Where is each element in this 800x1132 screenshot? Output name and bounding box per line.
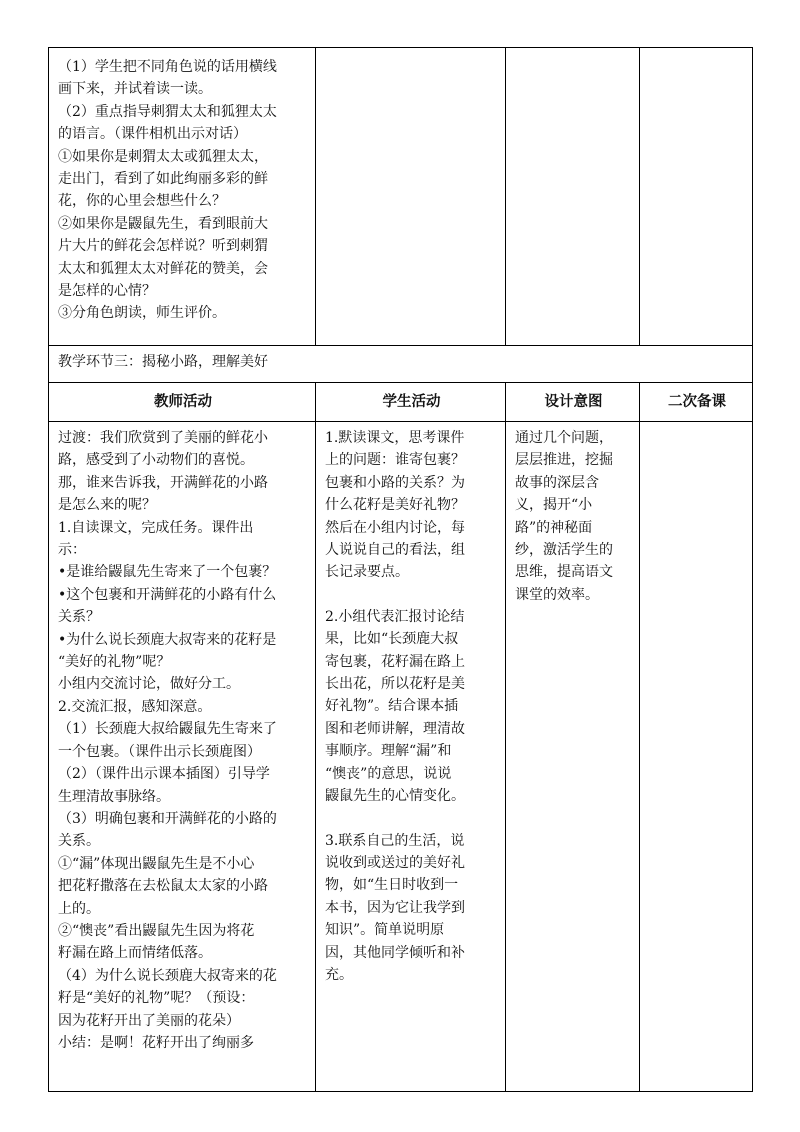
paragraph-gap: [325, 808, 498, 830]
text-line: 义，揭开“小: [515, 497, 593, 514]
text-line: 上的。: [58, 900, 100, 917]
header-student-activity: 学生活动: [316, 383, 506, 422]
text-line: 籽漏在路上而情绪低落。: [58, 945, 212, 962]
text-line: 思维，提高语文: [515, 564, 613, 581]
header-row: [49, 383, 753, 422]
section-title: 教学环节三：揭秘小路，理解美好: [49, 346, 753, 383]
text-line: “美好的礼物”呢？: [58, 654, 171, 671]
continued-student-cell: [316, 48, 506, 346]
text-line: （2）重点指导刺猬太太和狐狸太太: [58, 103, 277, 120]
section-row: [49, 346, 753, 383]
text-line: 小结：是啊！花籽开出了绚丽多: [58, 1034, 254, 1051]
teacher-activity-cell: [49, 422, 316, 1092]
text-line: 太太和狐狸太太对鲜花的赞美，会: [58, 260, 268, 277]
continued-design-cell: [506, 48, 640, 346]
text-line: •为什么说长颈鹿大叔寄来的花籽是: [58, 631, 277, 648]
text-line: 什么花籽是美好礼物？: [325, 497, 465, 514]
text-line: 是怎么来的呢？: [58, 497, 156, 514]
text-line: 路”的神秘面: [515, 519, 593, 536]
text-line: 人说说自己的看法，组: [325, 542, 465, 559]
text-line: 事顺序。理解“漏”和: [325, 743, 452, 760]
text-line: 片大片的鲜花会怎样说？听到刺猬: [58, 238, 268, 255]
text-line: 过渡：我们欣赏到了美丽的鲜花小: [58, 430, 268, 446]
continued-second-cell: [640, 48, 753, 346]
text-line: 生理清故事脉络。: [58, 788, 170, 805]
text-line: “懊丧”的意思，说说: [325, 765, 452, 782]
text-line: ②“懊丧”看出鼹鼠先生因为将花: [58, 922, 255, 939]
text-line: 长记录要点。: [325, 564, 409, 581]
text-line: 好礼物”。结合课本插: [325, 698, 459, 715]
text-line: 然后在小组内讨论，每: [325, 519, 465, 536]
text-line: •这个包裹和开满鲜花的小路有什么: [58, 586, 277, 603]
header-teacher-activity: 教师活动: [49, 383, 316, 422]
text-line: 画下来，并试着读一读。: [58, 81, 212, 98]
body-row: [49, 422, 753, 1092]
text-line: 关系。: [58, 833, 100, 850]
paragraph-gap: [325, 584, 498, 606]
text-line: 小组内交流讨论，做好分工。: [58, 676, 240, 693]
text-line: （1）学生把不同角色说的话用横线: [58, 59, 277, 75]
text-line: 那，谁来告诉我，开满鲜花的小路: [58, 474, 268, 491]
text-line: 花，你的心里会想些什么？: [58, 193, 226, 210]
text-line: 1.默读课文，思考课件: [325, 430, 465, 446]
text-line: 充。: [325, 966, 353, 983]
text-line: 2.交流汇报，感知深意。: [58, 698, 212, 715]
text-line: 籽是“美好的礼物”呢？（预设：: [58, 990, 255, 1007]
text-line: 示：: [58, 542, 86, 559]
text-line: 因为花籽开出了美丽的花朵）: [58, 1012, 240, 1029]
text-line: 纱，激活学生的: [515, 542, 613, 559]
text-line: 故事的深层含: [515, 474, 599, 491]
header-design-intent: 设计意图: [506, 383, 640, 422]
text-line: 把花籽撒落在去松鼠太太家的小路: [58, 878, 268, 895]
text-line: （4）为什么说长颈鹿大叔寄来的花: [58, 967, 277, 984]
text-line: 长出花，所以花籽是美: [325, 676, 465, 693]
text-line: 因，其他同学倾听和补: [325, 944, 465, 961]
text-line: 是怎样的心情？: [58, 283, 156, 300]
text-line: 寄包裹，花籽漏在路上: [325, 653, 465, 670]
text-line: 2.小组代表汇报讨论结: [325, 608, 465, 625]
text-line: 课堂的效率。: [515, 586, 599, 603]
second-prep-cell: [640, 422, 753, 1092]
lesson-plan-table: [48, 47, 753, 1092]
text-line: 包裹和小路的关系？为: [325, 474, 465, 491]
text-line: 知识”。简单说明原: [325, 922, 445, 939]
text-line: 图和老师讲解，理清故: [325, 720, 465, 737]
text-line: •是谁给鼹鼠先生寄来了一个包裹？: [58, 564, 277, 581]
text-line: 果，比如“长颈鹿大叔: [325, 631, 459, 648]
text-line: 的语言。（课件相机出示对话）: [58, 126, 247, 143]
text-line: 物，如“生日时收到一: [325, 877, 459, 894]
text-line: 鼹鼠先生的心情变化。: [325, 788, 465, 805]
text-line: 通过几个问题，: [515, 430, 613, 446]
text-line: 路，感受到了小动物们的喜悦。: [58, 452, 254, 469]
text-line: ③分角色朗读，师生评价。: [58, 305, 226, 322]
text-line: 本书，因为它让我学到: [325, 899, 465, 916]
text-line: 上的问题：谁寄包裹？: [325, 452, 465, 469]
text-line: ①“漏”体现出鼹鼠先生是不小心: [58, 855, 255, 872]
student-activity-cell: [316, 422, 506, 1092]
text-line: 3.联系自己的生活，说: [325, 832, 465, 849]
text-line: ②如果你是鼹鼠先生，看到眼前大: [58, 215, 268, 232]
text-line: （1）长颈鹿大叔给鼹鼠先生寄来了: [58, 721, 277, 738]
header-second-prep: 二次备课: [640, 383, 753, 422]
text-line: 一个包裹。（课件出示长颈鹿图）: [58, 743, 261, 760]
continued-row: [49, 48, 753, 346]
text-line: 1.自读课文，完成任务。课件出: [58, 519, 254, 536]
text-line: （2）（课件出示课本插图）引导学: [58, 766, 270, 783]
continued-teacher-cell: [49, 48, 316, 346]
text-line: 走出门，看到了如此绚丽多彩的鲜: [58, 171, 268, 188]
text-line: 说收到或送过的美好礼: [325, 854, 465, 871]
design-intent-cell: [506, 422, 640, 1092]
text-line: 层层推进，挖掘: [515, 452, 613, 469]
text-line: ①如果你是刺猬太太或狐狸太太，: [58, 148, 268, 165]
text-line: 关系？: [58, 609, 100, 626]
text-line: （3）明确包裹和开满鲜花的小路的: [58, 810, 277, 827]
